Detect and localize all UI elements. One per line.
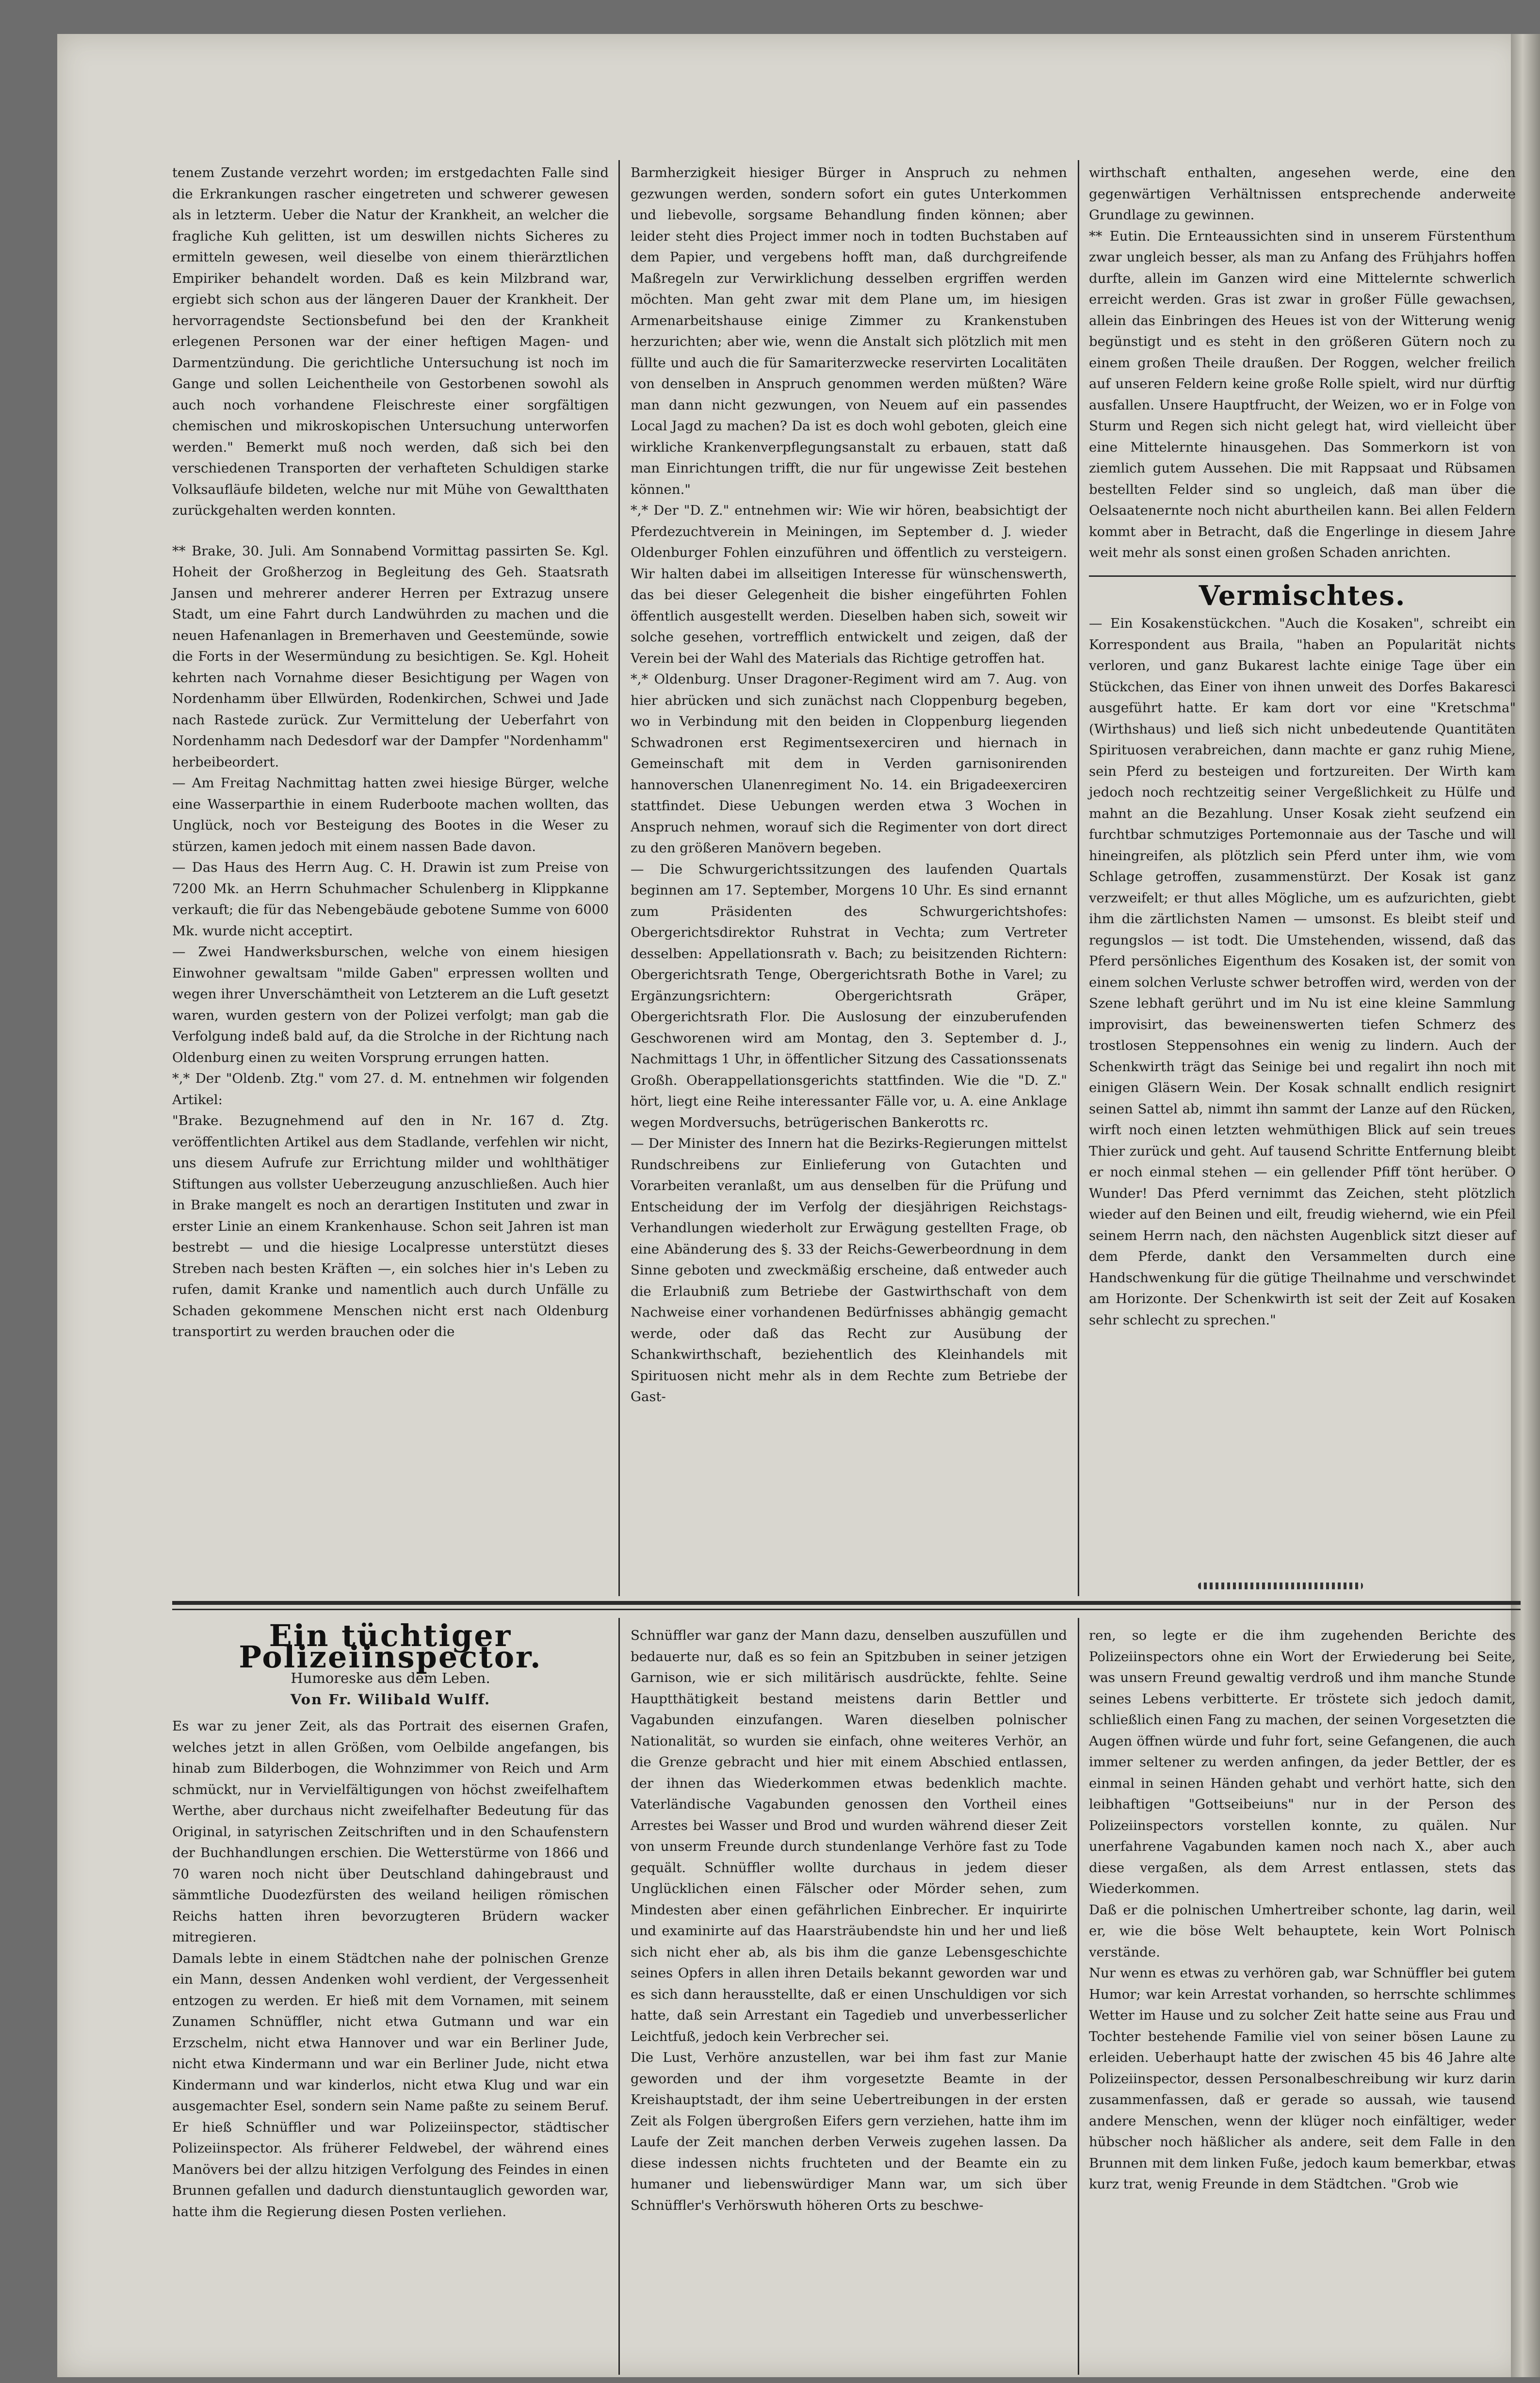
column-rule-2: [1078, 160, 1079, 1596]
news-column-2: [631, 163, 1067, 1408]
story-paragraph: Die Lust, Verhöre anzustellen, war bei ihm fast zur Manie geworden und der ihm vorgesetzte Beamte in der Kreishauptstadt, der ihm seine Uebertreibungen in der ersten Zeit als Folgen übergroßen Eifers gern verziehen, hatte ihm im Laufe der Zeit manchen derben Verweis zugehen lassen. Da diese indessen nichts fruchteten und der Beamte ein zu humaner und liebenswürdiger Mann war, um sich über Schnüffler's Verhörswuth höheren Orts zu beschwe-: [631, 2050, 1067, 2213]
article-paragraph: ** Brake, 30. Juli. Am Sonnabend Vormittag passirten Se. Kgl. Hoheit der Großherzog in Begleitung des Geh. Staatsrath Jansen und mehrerer anderer Herren per Extrazug unsere Stadt, um eine Fahrt durch Landwührden zu machen und die neuen Hafenanlagen in Bremerhaven und Geestemünde, sowie die Forts in der Wesermündung zu besichtigen. Se. Kgl. Hoheit kehrten nach Vornahme dieser Besichtigung per Wagen von Nordenhamm über Ellwürden, Rodenkirchen, Schwei und Jade nach Rastede zurück. Zur Vermittelung der Ueberfahrt von Nordenhamm nach Dedesdorf war der Dampfer "Nordenhamm" herbeibeordert.: [172, 543, 609, 770]
story-paragraph: Es war zu jener Zeit, als das Portrait des eisernen Grafen, welches jetzt in allen Größen, vom Oelbilde angefangen, bis hinab zum Bilderbogen, die Wohnzimmer von Reich und Arm schmückt, nur in Vervielfältigungen von höchst zweifelhaftem Werthe, aber durchaus nicht zweifelhafter Bedeutung für das Original, in satyrischen Zeitschriften und in den Schaufenstern der Buchhandlungen erschien. Die Wetterstürme von 1866 und 70 waren noch nicht über Deutschland dahingebraust und sämmtliche Duodezfürsten des weiland heiligen römischen Reichs hatten ihren bevorzugteren Brüdern wacker mitregieren.: [172, 1718, 609, 1945]
story-subtitle: Humoreske aus dem Leben.: [291, 1670, 490, 1686]
feuilleton-column-rule-2: [1078, 1618, 1079, 2375]
article-paragraph: — Am Freitag Nachmittag hatten zwei hiesige Bürger, welche eine Wasserparthie in einem Ruderboote machen wollten, das Unglück, noch vor Besteigung des Bootes in die Weser zu stürzen, kamen jedoch mit einem nassen Bade davon.: [172, 775, 609, 854]
article-paragraph: — Der Minister des Innern hat die Bezirks-Regierungen mittelst Rundschreibens zur Einlieferung von Gutachten und Vorarbeiten veranlaßt, um aus denselben für die Prüfung und Entscheidung der im Verfolg der diesjährigen Reichstags-Verhandlungen wiederholt zur Erwägung gestellten Frage, ob eine Abänderung des §. 33 der Reichs-Gewerbeordnung in dem Sinne geboten und zweckmäßig erscheine, daß entweder auch die Erlaubniß zum Betriebe der Gastwirthschaft von dem Nachweise einer vorhandenen Bedürfnisses abhängig gemacht werde, oder daß das Recht zur Ausübung der Schankwirthschaft, beziehentlich des Kleinhandels mit Spirituosen nicht mehr als in dem Rechte zum Betriebe der Gast-: [631, 1136, 1067, 1404]
feuilleton-column-2: [631, 1625, 1067, 2216]
story-paragraph: Damals lebte in einem Städtchen nahe der polnischen Grenze ein Mann, dessen Andenken wohl verdient, der Vergessenheit entzogen zu werden. Er hieß mit dem Vornamen, mit seinem Zunamen Schnüffler, nicht etwa Gutmann und war ein Erzschelm, nicht etwa Hannover und war ein Berliner Jude, nicht etwa Kindermann und war ein Berliner Jude, nicht etwa Kindermann und war kinderlos, nicht etwa Klug und war ein ausgemachter Esel, sondern sein Name paßte zu seinem Beruf. Er hieß Schnüffler und war Polizeiinspector, städtischer Polizeiinspector. Als früherer Feldwebel, der während eines Manövers bei der allzu hitzigen Verfolgung des Feindes in einen Brunnen gefallen und dadurch dienstuntauglich geworden war, hatte ihm die Regierung diesen Posten verliehen.: [172, 1950, 609, 2220]
news-column-1: [172, 163, 609, 1343]
feuilleton-column-1: [172, 1618, 609, 2222]
story-paragraph: ren, so legte er die ihm zugehenden Berichte des Polizeiinspectors ohne ein Wort der Erwiederung bei Seite, was unsern Freund gewaltig verdroß und ihm manche Stunde seines Lebens verbitterte. Er tröstete sich jedoch damit, schließlich einen Fang zu machen, der seinen Vorgesetzten die Augen öffnen würde und fuhr fort, seine Gefangenen, die auch immer seltener zu werden anfingen, da jeder Bettler, der es einmal in seinen Händen gehabt und verhört hatte, sich den leibhaftigen "Gottseibeiuns" nur in der Person des Polizeiinspectors vorstellen konnte, zu quälen. Nur unerfahrene Vagabunden kamen noch nach X., aber auch diese vergaßen, als dem Arrest entlassen, stets das Wiederkommen.: [1089, 1628, 1516, 1896]
article-paragraph: wirthschaft enthalten, angesehen werde, eine den gegenwärtigen Verhältnissen entsprechende anderweite Grundlage zu gewinnen.: [1089, 165, 1516, 223]
feuilleton-column-rule-1: [618, 1618, 620, 2375]
article-paragraph: Barmherzigkeit hiesiger Bürger in Anspruch zu nehmen gezwungen werden, sondern sofort ein gutes Unterkommen und liebevolle, sorgsame Behandlung finden können; aber leider steht dies Project immer noch in todten Buchstaben auf dem Papier, und vergebens hofft man, daß durchgreifende Maßregeln zur Verwirklichung desselben ergriffen werden möchten. Man geht zwar mit dem Plane um, im hiesigen Armenarbeitshause einige Zimmer zu Krankenstuben herzurichten; aber wie, wenn die Anstalt sich plötzlich mit men füllte und auch die für Samariterzwecke reservirten Localitäten von denselben in Anspruch genommen werden müßten? Wäre man dann nicht gezwungen, von Neuem auf ein passendes Local Jagd zu machen? Da ist es doch wohl geboten, gleich eine wirkliche Krankenverpflegungsanstalt zu erbauen, statt daß man Einrichtungen trifft, die nur für ungewisse Zeit bestehen können.": [631, 165, 1067, 497]
article-paragraph: "Brake. Bezugnehmend auf den in Nr. 167 d. Ztg. veröffentlichten Artikel aus dem Stadlande, verfehlen wir nicht, uns diesem Aufrufe zur Errichtung milder und wohlthätiger Stiftungen aus vollster Ueberzeugung anzuschließen. Auch hier in Brake mangelt es noch an derartigen Instituten und zwar in erster Linie an einem Krankenhause. Schon seit Jahren ist man bestrebt — und die hiesige Localpresse unterstützt dieses Streben nach besten Kräften —, ein solches hier in's Leben zu rufen, damit Kranke und namentlich auch durch Unfälle zu Schaden gekommene Menschen nicht erst nach Oldenburg transportirt zu werden brauchen oder die: [172, 1113, 609, 1339]
feuilleton-rule: [172, 1601, 1521, 1605]
article-paragraph: — Zwei Handwerksburschen, welche von einem hiesigen Einwohner gewaltsam "milde Gaben" erpressen wollten und wegen ihrer Unverschämtheit von Letzterem an die Luft gesetzt waren, wurden gestern von der Polizei verfolgt; man gab die Verfolgung indeß bald auf, da die Strolche in der Richtung nach Oldenburg einen zu weiten Vorsprung errungen hatten.: [172, 944, 609, 1065]
article-paragraph: *,* Der "Oldenb. Ztg." vom 27. d. M. entnehmen wir folgenden Artikel:: [172, 1071, 609, 1108]
article-paragraph: — Das Haus des Herrn Aug. C. H. Drawin ist zum Preise von 7200 Mk. an Herrn Schuhmacher Schulenberg in Klippkanne verkauft; die für das Nebengebäude gebotene Summe von 6000 Mk. wurde nicht acceptirt.: [172, 860, 609, 939]
news-column-3: [1089, 163, 1516, 1331]
feuilleton-rule-thin: [172, 1609, 1521, 1610]
misc-paragraph: — Ein Kosakenstückchen. "Auch die Kosaken", schreibt ein Korrespondent aus Braila, "haben an Popularität nichts verloren, und ganz Bukarest lachte einige Tage über ein Stückchen, das Einer von ihnen unweit des Dorfes Bakaresci ausgeführt hatte. Er kam dort vor eine "Kretschma" (Wirthshaus) und ließ sich nicht unbedeutende Quantitäten Spirituosen verabreichen, dann machte er ganz ruhig Miene, sein Pferd zu besteigen und fortzureiten. Der Wirth kam jedoch noch rechtzeitig seiner Vergeßlichkeit zu Hülfe und mahnt an die Bezahlung. Unser Kosak zieht seufzend ein furchtbar schmutziges Portemonnaie aus der Tasche und will hineingreifen, als plötzlich sein Pferd unter ihm, wie vom Schlage getroffen, zusammenstürzt. Der Kosak ist ganz verzweifelt; er thut alles Mögliche, um es aufzurichten, giebt ihm die zärtlichsten Namen — umsonst. Es bleibt steif und regungslos — ist todt. Die Umstehenden, wissend, daß das Pferd persönliches Eigenthum des Kosaken ist, der somit von einem solchen Verluste schwer betroffen wird, werden von der Szene lebhaft gerührt und im Nu ist eine kleine Sammlung improvisirt, das beweinenswerten tiefen Schmerz des trostlosen Steppensohnes ein wenig zu lindern. Auch der Schenkwirth trägt das Seinige bei und regalirt ihn noch mit einigen Gläsern Wein. Der Kosak schnallt endlich resignirt seinen Sattel ab, nimmt ihn sammt der Lanze auf den Rücken, wirft noch einen letzten wehmüthigen Blick auf sein treues Thier zurück und geht. Auf tausend Schritte Entfernung bleibt er noch einmal stehen — ein gellender Pfiff tönt herüber. O Wunder! Das Pferd vernimmt das Zeichen, steht plötzlich wieder auf den Beinen und eilt, freudig wiehernd, wie ein Pfeil seinem Herrn nach, den nächsten Augenblick sitzt dieser auf dem Pferde, dankt den Versammelten durch eine Handschwenkung für die gütige Theilnahme und verschwindet am Horizonte. Der Schenkwirth ist seit der Zeit auf Kosaken sehr schlecht zu sprechen.": [1089, 616, 1516, 1328]
story-author: Von Fr. Wilibald Wulff.: [290, 1691, 491, 1708]
story-paragraph: Daß er die polnischen Umhertreiber schonte, lag darin, weil er, wie die böse Welt behauptete, kein Wort Polnisch verstände.: [1089, 1902, 1516, 1960]
section-heading: Vermischtes.: [1199, 579, 1406, 612]
article-paragraph: ** Eutin. Die Ernteaussichten sind in unserem Fürstenthum zwar ungleich besser, als man zu Anfang des Frühjahrs hoffen durfte, allein im Ganzen wird eine Mittelernte schwerlich erreicht werden. Gras ist zwar in großer Fülle gewachsen, allein das Einbringen des Heues ist von der Witterung wenig begünstigt und es steht in den größeren Gütern noch zu einem großen Theile draußen. Der Roggen, welcher freilich auf unseren Feldern keine große Rolle spielt, wird nur dürftig ausfallen. Unsere Hauptfrucht, der Weizen, wo er in Folge von Sturm und Regen sich nicht gelegt hat, wird vielleicht über eine Mittelernte hinausgehen. Das Sommerkorn ist von ziemlich gutem Aussehen. Die mit Rappsaat und Rübsamen bestellten Felder sind so ungleich, daß man über die Oelsaatenernte noch nicht aburtheilen kann. Bei allen Feldern kommt aber in Betracht, daß die Engerlinge in diesem Jahre weit mehr als sonst einen großen Schaden anrichten.: [1089, 228, 1516, 560]
feuilleton-column-3: [1089, 1625, 1516, 2195]
story-title: Ein tüchtiger Polizeiinspector.: [239, 1618, 542, 1675]
story-paragraph: Schnüffler war ganz der Mann dazu, denselben auszufüllen und bedauerte nur, daß es so fein an Spitzbuben in seiner jetzigen Garnison, wie er sich militärisch ausdrückte, fehlte. Seine Hauptthätigkeit bestand meistens darin Bettler und Vagabunden einzufangen. Waren dieselben polnischer Nationalität, so wurden sie einfach, ohne weiteres Verhör, an die Grenze gebracht und hier mit einem Abschied entlassen, der ihnen das Wiederkommen etwas bedenklich machte. Vaterländische Vagabunden genossen den Vortheil eines Arrestes bei Wasser und Brod und wurden während dieser Zeit von unserm Freunde durch stundenlange Verhöre fast zu Tode gequält. Schnüffler wollte durchaus in jedem dieser Unglücklichen einen Fälscher oder Mörder sehen, zum Mindesten aber einen gefährlichen Einbrecher. Er inquirirte und examinirte auf das Haarsträubendste hin und her und ließ sich nicht eher ab, als bis ihm die ganze Lebensgeschichte seines Opfers in allen ihren Details bekannt geworden war und es sich dann herausstellte, daß er einen Unschuldigen vor sich hatte, daß sein Arrestant ein Tagedieb und unverbesserlicher Leichtfuß, jedoch kein Verbrecher sei.: [631, 1628, 1067, 2044]
article-paragraph: tenem Zustande verzehrt worden; im erstgedachten Falle sind die Erkrankungen rascher eingetreten und schwerer gewesen als in letzterm. Ueber die Natur der Krankheit, an welcher die fragliche Kuh gelitten, ist um deswillen nichts Sicheres zu ermitteln gewesen, weil dieselbe von einem thierärztlichen Empiriker behandelt worden. Daß es kein Milzbrand war, ergiebt sich schon aus der längeren Dauer der Krankheit. Der hervorragendste Sectionsbefund bei den der Krankheit erlegenen Personen war der einer heftigen Magen- und Darmentzündung. Die gerichtliche Untersuchung ist noch im Gange und sollen Leichentheile von Gestorbenen sowohl als auch noch vorhandene Fleischreste einer sorgfältigen chemischen und mikroskopischen Untersuchung unterworfen werden." Bemerkt muß noch werden, daß sich bei den verschiedenen Transporten der verhafteten Schuldigen starke Volksaufläufe bildeten, welche nur mit Mühe von Gewaltthaten zurückgehalten werden konnten.: [172, 165, 609, 518]
article-paragraph: *,* Oldenburg. Unser Dragoner-Regiment wird am 7. Aug. von hier abrücken und sich zunächst nach Cloppenburg begeben, wo in Verbindung mit den beiden in Cloppenburg liegenden Schwadronen erst Regimentsexerciren und hiernach in Gemeinschaft mit dem in Verden garnisonirenden hannoverschen Ulanenregiment No. 14. ein Brigadeexerciren stattfindet. Diese Uebungen werden etwa 3 Wochen in Anspruch nehmen, worauf sich die Regimenter von dort direct zu den größeren Manövern begeben.: [631, 671, 1067, 856]
article-paragraph: — Die Schwurgerichtssitzungen des laufenden Quartals beginnen am 17. September, Morgens 10 Uhr. Es sind ernannt zum Präsidenten des Schwurgerichtshofes: Obergerichtsdirektor Ruhstrat in Vechta; zum Vertreter desselben: Appellationsrath v. Bach; zu beisitzenden Richtern: Obergerichtsrath Tenge, Obergerichtsrath Bothe in Varel; zu Ergänzungsrichtern: Obergerichtsrath Gräper, Obergerichtsrath Flor. Die Auslosung der einzuberufenden Geschworenen wird am Montag, den 3. September d. J., Nachmittags 1 Uhr, in öffentlicher Sitzung des Cassationssenats Großh. Oberappellationsgerichts stattfinden. Wie die "D. Z." hört, liegt eine Reihe interessanter Fälle vor, u. A. eine Anklage wegen Mordversuchs, betrügerischen Bankerotts rc.: [631, 861, 1067, 1130]
section-divider: [1089, 575, 1516, 577]
story-paragraph: Nur wenn es etwas zu verhören gab, war Schnüffler bei gutem Humor; war kein Arrestat vorhanden, so herrschte schlimmes Wetter im Hause und zu solcher Zeit hatte seine aus Frau und Tochter bestehende Familie viel von seiner bösen Laune zu erleiden. Ueberhaupt hatte der zwischen 45 bis 46 Jahre alte Polizeiinspector, dessen Personalbeschreibung wir kurz darin zusammenfassen, daß er gerade so aussah, wie tausend andere Menschen, wenn der klüger noch einfältiger, weder hübscher noch häßlicher als andere, seit dem Falle in den Brunnen mit dem linken Fuße, jedoch kaum bemerkbar, etwas kurz trat, wenig Freunde in dem Städtchen. "Grob wie: [1089, 1965, 1516, 2192]
article-paragraph: *,* Der "D. Z." entnehmen wir: Wie wir hören, beabsichtigt der Pferdezuchtverein in Meiningen, im September d. J. wieder Oldenburger Fohlen einzuführen und öffentlich zu versteigern. Wir halten dabei im allseitigen Interesse für wünschenswerth, das bei dieser Gelegenheit die bisher eingeführten Fohlen öffentlich ausgestellt werden. Dieselben haben sich, soweit wir solche gesehen, vortrefflich entwickelt und zeigen, daß der Verein bei der Wahl des Materials das Richtige getroffen hat.: [631, 503, 1067, 666]
end-ornament: [1198, 1583, 1363, 1589]
column-rule-1: [618, 160, 620, 1596]
